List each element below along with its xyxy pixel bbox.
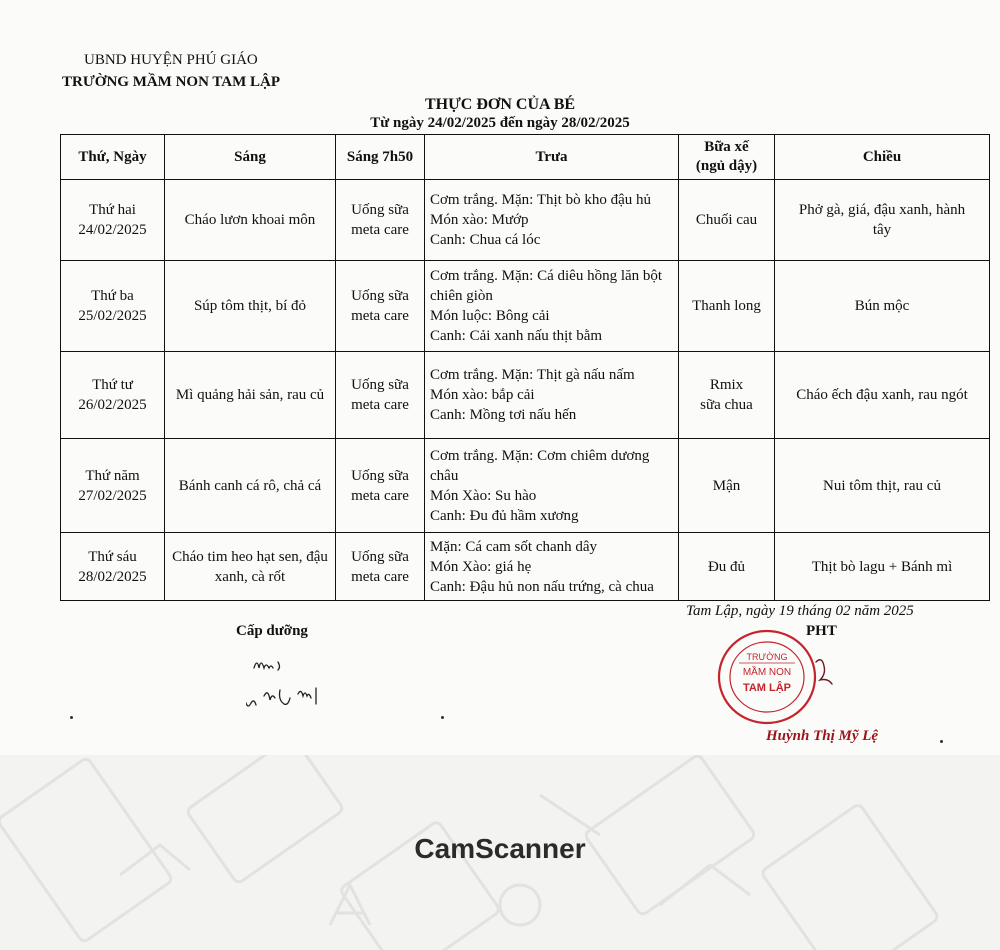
lunch-line: Cơm trắng. Mặn: Thịt gà nấu nấm	[430, 367, 635, 383]
lunch-cell	[425, 180, 679, 261]
col-header-day: Thứ, Ngày	[61, 135, 165, 180]
col-header-afternoon-snack-line1: Bữa xế	[704, 139, 749, 155]
col-header-evening: Chiều	[775, 135, 990, 180]
evening-line: Phở gà, giá, đậu xanh, hành	[798, 202, 966, 218]
menu-row	[61, 439, 990, 533]
lunch-line: Cơm trắng. Mặn: Thịt bò kho đậu hủ	[430, 192, 651, 208]
day-cell	[61, 352, 165, 439]
evening-cell	[775, 533, 990, 601]
afternoon-snack-cell	[679, 261, 775, 352]
lunch-cell	[425, 261, 679, 352]
lunch-line: Món Xào: giá hẹ	[430, 558, 532, 575]
snack-750-cell	[336, 439, 425, 533]
pht-signature: Huỳnh Thị Mỹ Lệ	[766, 728, 879, 744]
menu-row	[61, 533, 990, 601]
snack-750-line: Uống sữa	[351, 288, 409, 304]
lunch-line: Mặn: Cá cam sốt chanh dây	[430, 538, 598, 555]
evening-cell	[775, 180, 990, 261]
day-name: Thứ hai	[89, 202, 136, 218]
day-name: Thứ sáu	[88, 548, 137, 565]
menu-row	[61, 180, 990, 261]
lunch-line: Cơm trắng. Mặn: Cá diêu hồng lăn bột	[430, 268, 663, 284]
morning-cell	[165, 180, 336, 261]
lunch-cell	[425, 352, 679, 439]
cook-title: Cấp dưỡng	[236, 623, 308, 639]
day-cell	[61, 533, 165, 601]
lunch-cell	[425, 439, 679, 533]
snack-750-line: meta care	[351, 397, 409, 413]
afternoon-snack-line: sữa chua	[700, 397, 753, 413]
snack-750-line: Uống sữa	[351, 202, 409, 218]
day-name: Thứ tư	[92, 377, 133, 393]
lunch-line: Canh: Chua cá lóc	[430, 232, 541, 248]
lunch-line: Món xào: Mướp	[430, 212, 529, 228]
lunch-line: Món Xào: Su hào	[430, 487, 537, 504]
day-date: 26/02/2025	[78, 397, 147, 413]
snack-750-line: meta care	[351, 568, 409, 585]
evening-cell	[775, 261, 990, 352]
col-header-lunch: Trưa	[425, 135, 679, 180]
evening-line: Cháo ếch đậu xanh, rau ngót	[796, 387, 968, 403]
col-header-morning: Sáng	[165, 135, 336, 180]
school-stamp	[709, 627, 829, 727]
afternoon-snack-cell	[679, 533, 775, 601]
org-line-1: UBND HUYỆN PHÚ GIÁO	[84, 52, 258, 68]
document-title: THỰC ĐƠN CỦA BÉ	[424, 96, 576, 113]
day-cell	[61, 439, 165, 533]
day-cell	[61, 261, 165, 352]
place-date: Tam Lập, ngày 19 tháng 02 năm 2025	[686, 603, 914, 619]
day-date: 28/02/2025	[78, 568, 147, 585]
menu-table	[60, 134, 990, 601]
lunch-line: Canh: Mồng tơi nấu hến	[430, 407, 577, 423]
snack-750-cell	[336, 533, 425, 601]
afternoon-snack-cell	[679, 439, 775, 533]
afternoon-snack-cell	[679, 180, 775, 261]
afternoon-snack-line: Thanh long	[692, 298, 761, 314]
lunch-line: Cơm trắng. Mặn: Cơm chiêm dương	[430, 447, 650, 464]
snack-750-line: Uống sữa	[351, 548, 409, 565]
day-date: 24/02/2025	[78, 222, 147, 238]
snack-750-cell	[336, 180, 425, 261]
day-name: Thứ ba	[91, 288, 134, 304]
morning-cell	[165, 533, 336, 601]
menu-row	[61, 261, 990, 352]
afternoon-snack-line: Chuối cau	[695, 212, 758, 228]
snack-750-line: Uống sữa	[351, 467, 409, 484]
cook-signature	[246, 650, 356, 720]
afternoon-snack-line: Đu đủ	[707, 558, 746, 575]
day-cell	[61, 180, 165, 261]
evening-line: tây	[872, 222, 892, 238]
morning-dish: Mì quảng hải sản, rau củ	[175, 387, 325, 403]
menu-row	[61, 352, 990, 439]
col-header-afternoon-snack	[679, 135, 775, 180]
stamp-line-2: MẦM NON	[742, 667, 792, 678]
lunch-line: Món luộc: Bông cải	[430, 308, 550, 324]
lunch-line: Canh: Đu đủ hầm xương	[430, 507, 579, 524]
col-header-afternoon-snack-line2: (ngủ dậy)	[695, 158, 758, 174]
snack-750-line: meta care	[351, 308, 409, 324]
afternoon-snack-line: Rmix	[709, 377, 744, 393]
stamp-initial-mark	[812, 654, 836, 688]
lunch-line: Canh: Đậu hủ non nấu trứng, cà chua	[430, 578, 654, 595]
stamp-line-3: TAM LẬP	[742, 682, 792, 694]
stamp-line-1: TRƯỜNG	[746, 652, 788, 662]
day-date: 25/02/2025	[78, 308, 147, 324]
menu-header-row	[61, 135, 990, 180]
col-header-snack-750: Sáng 7h50	[336, 135, 425, 180]
snack-750-cell	[336, 261, 425, 352]
morning-cell	[165, 439, 336, 533]
snack-750-line: meta care	[351, 487, 409, 504]
scan-speck	[70, 716, 73, 719]
morning-dish: Cháo lươn khoai môn	[184, 212, 316, 228]
lunch-cell	[425, 533, 679, 601]
lunch-line: chiên giòn	[430, 288, 493, 304]
camscanner-brand: CamScanner	[414, 833, 586, 864]
pht-title: PHT	[806, 623, 837, 639]
evening-line: Bún mộc	[854, 298, 910, 314]
day-date: 27/02/2025	[78, 487, 147, 504]
org-line-2: TRƯỜNG MẦM NON TAM LẬP	[62, 74, 281, 90]
snack-750-cell	[336, 352, 425, 439]
scan-speck	[940, 740, 943, 743]
scan-speck	[441, 716, 444, 719]
morning-dish: Cháo tim heo hạt sen, đậu xanh, cà rốt	[172, 548, 328, 585]
evening-cell	[775, 352, 990, 439]
evening-cell	[775, 439, 990, 533]
morning-dish: Bánh canh cá rô, chả cá	[178, 477, 322, 494]
date-range: Từ ngày 24/02/2025 đến ngày 28/02/2025	[370, 115, 630, 131]
evening-line: Nui tôm thịt, rau củ	[823, 477, 941, 494]
afternoon-snack-cell	[679, 352, 775, 439]
evening-line: Thịt bò lagu + Bánh mì	[811, 558, 953, 575]
snack-750-line: Uống sữa	[351, 377, 409, 393]
lunch-line: Món xào: bắp cải	[430, 387, 535, 403]
morning-cell	[165, 261, 336, 352]
lunch-line: châu	[430, 467, 459, 484]
snack-750-line: meta care	[351, 222, 409, 238]
afternoon-snack-line: Mận	[712, 477, 741, 494]
day-name: Thứ năm	[85, 467, 140, 484]
morning-dish: Súp tôm thịt, bí đỏ	[193, 298, 307, 314]
morning-cell	[165, 352, 336, 439]
lunch-line: Canh: Cải xanh nấu thịt bằm	[430, 328, 603, 344]
